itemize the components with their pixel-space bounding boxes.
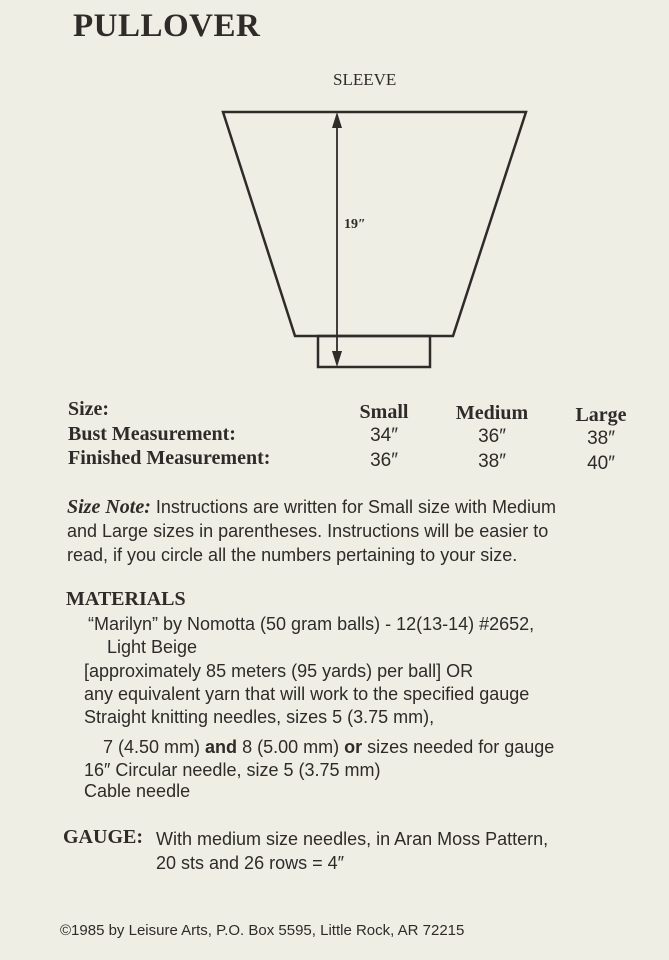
size-medium: Medium <box>455 402 529 424</box>
page-title: PULLOVER <box>73 8 261 44</box>
needle-size: 7 (4.50 mm) <box>103 737 201 757</box>
materials-line: 16″ Circular needle, size 5 (3.75 mm) <box>84 760 381 780</box>
finished-small: 36″ <box>370 450 398 471</box>
materials-line: any equivalent yarn that will work to the specified gauge <box>84 684 530 704</box>
size-note-line-3: read, if you circle all the numbers pertaining to your size. <box>67 545 518 565</box>
gauge-line-1: With medium size needles, in Aran Moss Pattern, <box>156 829 549 849</box>
bust-medium: 36″ <box>478 426 506 447</box>
length-label: 19″ <box>344 217 366 232</box>
row-label-finished: Finished Measurement: <box>68 447 271 469</box>
gauge-line-2: 20 sts and 26 rows = 4″ <box>156 853 344 873</box>
materials-line: “Marilyn” by Nomotta (50 gram balls) - 12(13-14) #2652, <box>88 614 535 634</box>
size-note-line-1 <box>67 496 556 519</box>
sleeve-diagram <box>0 0 669 400</box>
copyright-footer: ©1985 by Leisure Arts, P.O. Box 5595, Little Rock, AR 72215 <box>60 922 465 939</box>
sleeve-shape <box>223 112 526 336</box>
size-note-line-2: and Large sizes in parentheses. Instructions will be easier to <box>67 521 549 541</box>
materials-line: Straight knitting needles, sizes 5 (3.75 mm), <box>84 707 435 727</box>
size-note-label: Size Note: <box>67 496 151 518</box>
bust-large: 38″ <box>587 428 615 449</box>
needle-note: sizes needed for gauge <box>367 737 555 757</box>
materials-line: Cable needle <box>84 781 191 801</box>
needle-size: 8 (5.00 mm) <box>242 737 340 757</box>
materials-needles-line <box>103 737 554 758</box>
conj-or: or <box>344 737 363 757</box>
materials-heading: MATERIALS <box>66 588 186 610</box>
finished-medium: 38″ <box>478 451 506 472</box>
gauge-label: GAUGE: <box>63 826 143 848</box>
materials-line: [approximately 85 meters (95 yards) per ball] OR <box>84 661 474 681</box>
size-large: Large <box>575 404 627 426</box>
conj-and: and <box>205 737 238 757</box>
arrow-head-bottom-icon <box>332 351 342 367</box>
diagram-label: SLEEVE <box>333 70 397 89</box>
materials-line: Light Beige <box>107 637 198 657</box>
arrow-head-top-icon <box>332 112 342 128</box>
size-note-text: Instructions are written for Small size with Medium <box>155 497 557 517</box>
row-label-bust: Bust Measurement: <box>68 423 236 445</box>
finished-large: 40″ <box>587 453 615 474</box>
row-label-size: Size: <box>68 398 110 420</box>
bust-small: 34″ <box>370 425 398 446</box>
size-small: Small <box>359 401 409 423</box>
